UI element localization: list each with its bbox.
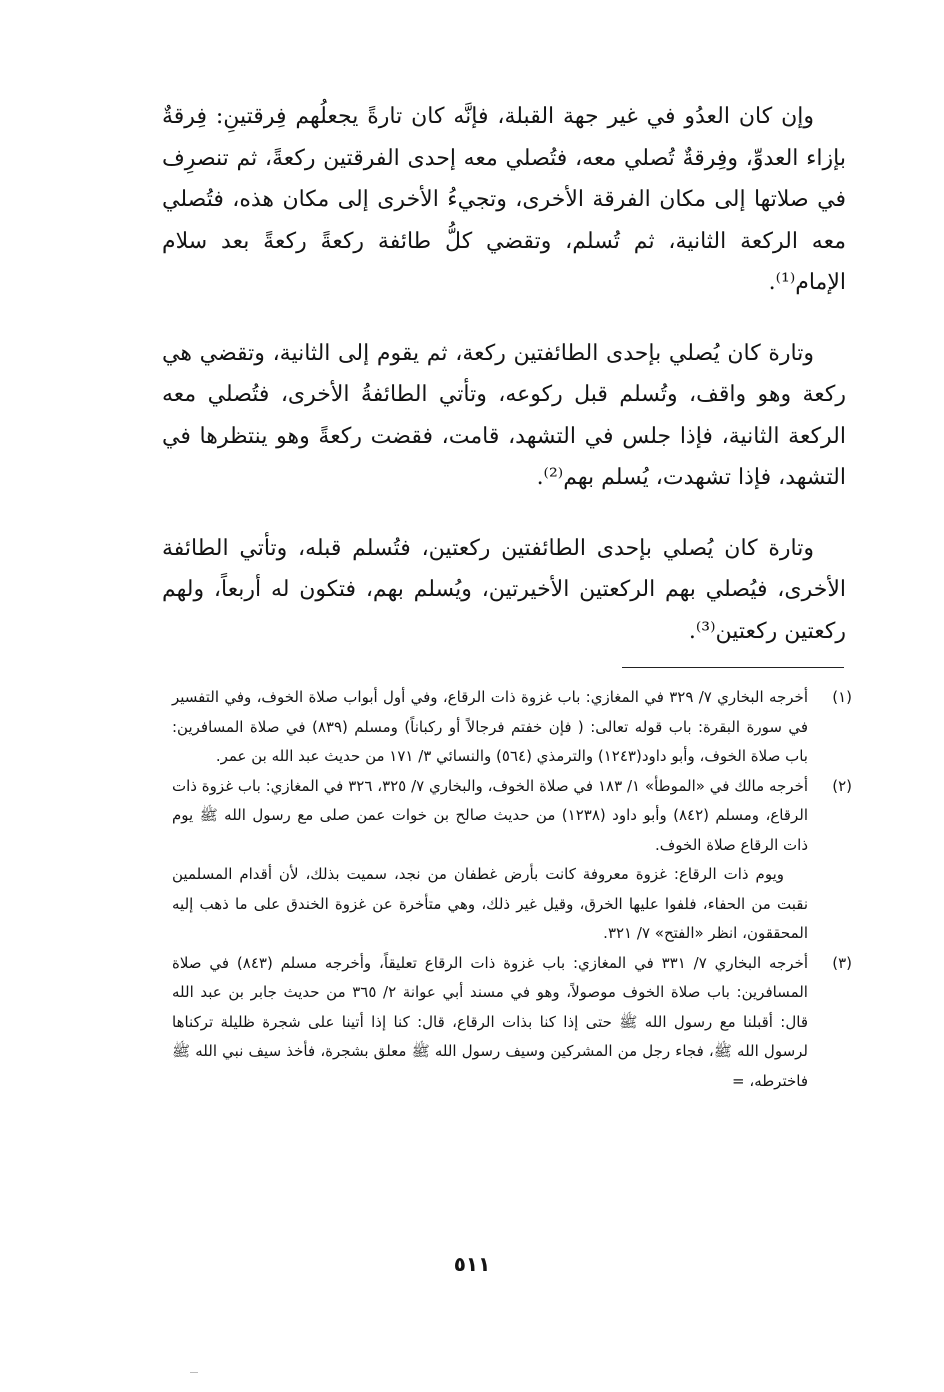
footnote-body (172, 772, 808, 949)
footnote-1 (172, 683, 852, 772)
footnote-divider (622, 667, 844, 668)
footnotes (172, 683, 852, 1096)
footnote-2 (172, 772, 852, 949)
footnote-3 (172, 949, 852, 1097)
main-paragraph-1: وإن كان العدُو في غير جهة القبلة، فإنَّه كان تارةً يجعلُهم فِرقتينِ: فِرقةٌ بإزاء العدوِّ، وفِرقةٌ تُصلي معه، فتُصلي معه إحدى الفرقتين ركعةً، ثم تنصرِف في صلاتها إلى مكان الفرقة الأخرى، وتجيءُ الأخرى إلى مكان هذه، فتُصلي معه الركعة الثانية، ثم تُسلم، وتقضي كلُّ طائفة ركعةً ركعةً بعد سلام الإمام⁽¹⁾. (162, 104, 846, 295)
main-paragraph-2: وتارة كان يُصلي بإحدى الطائفتين ركعة، ثم يقوم إلى الثانية، وتقضي هي ركعة وهو واقف، وتُسلم قبل ركوعه، وتأتي الطائفةُ الأخرى، فتُصلي معه الركعة الثانية، فإذا جلس في التشهد، قامت، فقضت ركعةً وهو ينتظرها في التشهد، فإذا تشهدت، يُسلم بهم⁽²⁾. (162, 340, 846, 490)
footnote-body (172, 683, 808, 772)
footnote-number: (١) (832, 688, 852, 706)
footnote-text: أخرجه مالك في «الموطأ» ١/ ١٨٣ في صلاة الخوف، والبخاري ٧/ ٣٢٥، ٣٢٦ في المغازي: باب غزوة ذات الرقاع، ومسلم (٨٤٢) وأبو داود (١٢٣٨) من حديث صالح بن خوات عمن صلى مع رسول الله ﷺ يوم ذات الرقاع صلاة الخوف. (172, 776, 809, 854)
footnote-body (172, 949, 808, 1097)
page-number: ٥١١ (453, 1252, 491, 1276)
footnote-text: ويوم ذات الرقاع: غزوة معروفة كانت بأرض غطفان من نجد، سميت بذلك، لأن أقدام المسلمين نقبت من الحفاء، فلفوا عليها الخرق، وقيل غير ذلك، وهي متأخرة عن غزوة الخندق على ما ذهب إليه المحققون، انظر «الفتح» ٧/ ٣٢١. (172, 865, 808, 942)
main-paragraph-3: وتارة كان يُصلي بإحدى الطائفتين ركعتين، فتُسلم قبله، وتأتي الطائفة الأخرى، فيُصلي بهم الركعتين الأخيرتين، ويُسلم بهم، فتكون له أربعاً، ولهم ركعتين ركعتين⁽³⁾. (162, 535, 846, 644)
scan-mark (190, 1372, 198, 1373)
footnote-number: (٣) (832, 953, 852, 972)
main-text (162, 96, 846, 652)
footnote-text: أخرجه البخاري ٧/ ٣٢٩ في المغازي: باب غزوة ذات الرقاع، وفي أول أبواب صلاة الخوف، وفي التفسير في سورة البقرة: باب قوله تعالى: ( فإن خفتم فرجالاً أو ركباناً) ومسلم (٨٣٩) في صلاة المسافرين: باب صلاة الخوف، وأبو داود(١٢٤٣) والترمذي (٥٦٤) والنسائي ٣/ ١٧١ من حديث عبد الله بن عمر. (172, 688, 808, 765)
footnote-text: أخرجه البخاري ٧/ ٣٣١ في المغازي: باب غزوة ذات الرقاع تعليقاً، وأخرجه مسلم (٨٤٣) في صلاة المسافرين: باب صلاة الخوف موصولاً، وهو في مسند أبي عوانة ٢/ ٣٦٥ من حديث جابر بن عبد الله قال: أقبلنا مع رسول الله ﷺ حتى إذا كنا بذات الرقاع، قال: كنا إذا أتينا على شجرة ظليلة تركناها لرسول الله ﷺ، فجاء رجل من المشركين وسيف رسول الله ﷺ معلق بشجرة، فأخذ سيف نبي الله ﷺ فاخترطه، = (172, 953, 809, 1090)
footnote-number: (٢) (832, 776, 852, 795)
